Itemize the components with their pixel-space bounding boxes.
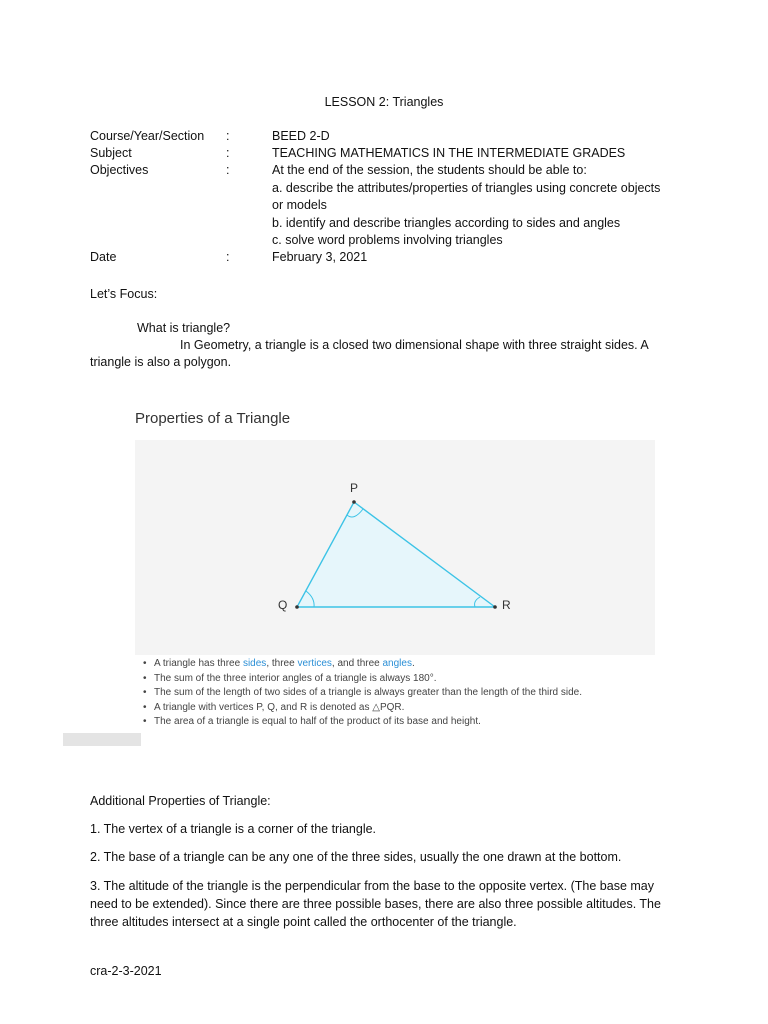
additional-heading: Additional Properties of Triangle: [90, 794, 271, 808]
vertex-dot-q [295, 605, 299, 609]
meta-label-subject: Subject [90, 146, 132, 160]
meta-value-subject: TEACHING MATHEMATICS IN THE INTERMEDIATE GRADES [272, 146, 626, 160]
definition-line-1: In Geometry, a triangle is a closed two dimensional shape with three straight sides. A [180, 338, 649, 352]
objective-b: b. identify and describe triangles according to sides and angles [272, 216, 621, 230]
additional-item-1: 1. The vertex of a triangle is a corner of the triangle. [90, 822, 377, 836]
meta-colon: : [226, 129, 230, 143]
meta-label-course: Course/Year/Section [90, 129, 205, 143]
bullet-item: • The sum of the length of two sides of a triangle is always greater than the length of the third side. [143, 686, 582, 701]
meta-colon: : [226, 146, 230, 160]
vertex-dot-r [493, 605, 497, 609]
vertices-link[interactable]: vertices [297, 658, 332, 669]
meta-label-objectives: Objectives [90, 163, 149, 177]
triangle-shape [297, 502, 495, 607]
vertex-label-q: Q [278, 598, 288, 612]
vertex-dot-p [352, 500, 356, 504]
bullet-item: • The area of a triangle is equal to half of the product of its base and height. [143, 715, 582, 730]
objective-c: c. solve word problems involving triangles [272, 233, 503, 247]
question-text: What is triangle? [137, 321, 231, 335]
property-bullets [143, 657, 582, 730]
meta-value-course: BEED 2-D [272, 129, 330, 143]
meta-colon: : [226, 163, 230, 177]
vertex-label-p: P [350, 481, 359, 495]
figure-panel [135, 440, 655, 655]
meta-colon: : [226, 250, 230, 264]
bullet-item: • A triangle with vertices P, Q, and R is denoted as △PQR. [143, 701, 582, 716]
gray-placeholder-bar [63, 733, 141, 746]
definition-line-2: triangle is also a polygon. [90, 355, 232, 369]
objective-a-cont: or models [272, 198, 327, 212]
figure-title: Properties of a Triangle [135, 410, 291, 427]
vertex-label-r: R [502, 598, 511, 612]
footer-code: cra-2-3-2021 [90, 964, 162, 978]
bullet-item: • A triangle has three sides, three vertices, and three angles. [143, 657, 582, 672]
meta-label-date: Date [90, 250, 117, 264]
additional-item-2: 2. The base of a triangle can be any one of the three sides, usually the one drawn at the bottom. [90, 850, 622, 864]
meta-value-objectives: At the end of the session, the students should be able to: [272, 163, 587, 177]
angles-link[interactable]: angles [382, 658, 412, 669]
meta-value-date: February 3, 2021 [272, 250, 368, 264]
sides-link[interactable]: sides [242, 658, 267, 669]
lesson-title: LESSON 2: Triangles [324, 95, 444, 109]
lets-focus-heading: Let’s Focus: [90, 287, 158, 301]
bullet-item: • The sum of the three interior angles of a triangle is always 180°. [143, 672, 582, 687]
triangle-diagram [135, 440, 655, 655]
objective-a: a. describe the attributes/properties of triangles using concrete objects [272, 181, 661, 195]
additional-item-3: 3. The altitude of the triangle is the perpendicular from the base to the opposite vertex. (The base may need to be extended). Since there are three possible bases, there are also three possible altitudes. The three altitudes intersect at a single point called the orthocenter of the triangle. [90, 879, 661, 929]
